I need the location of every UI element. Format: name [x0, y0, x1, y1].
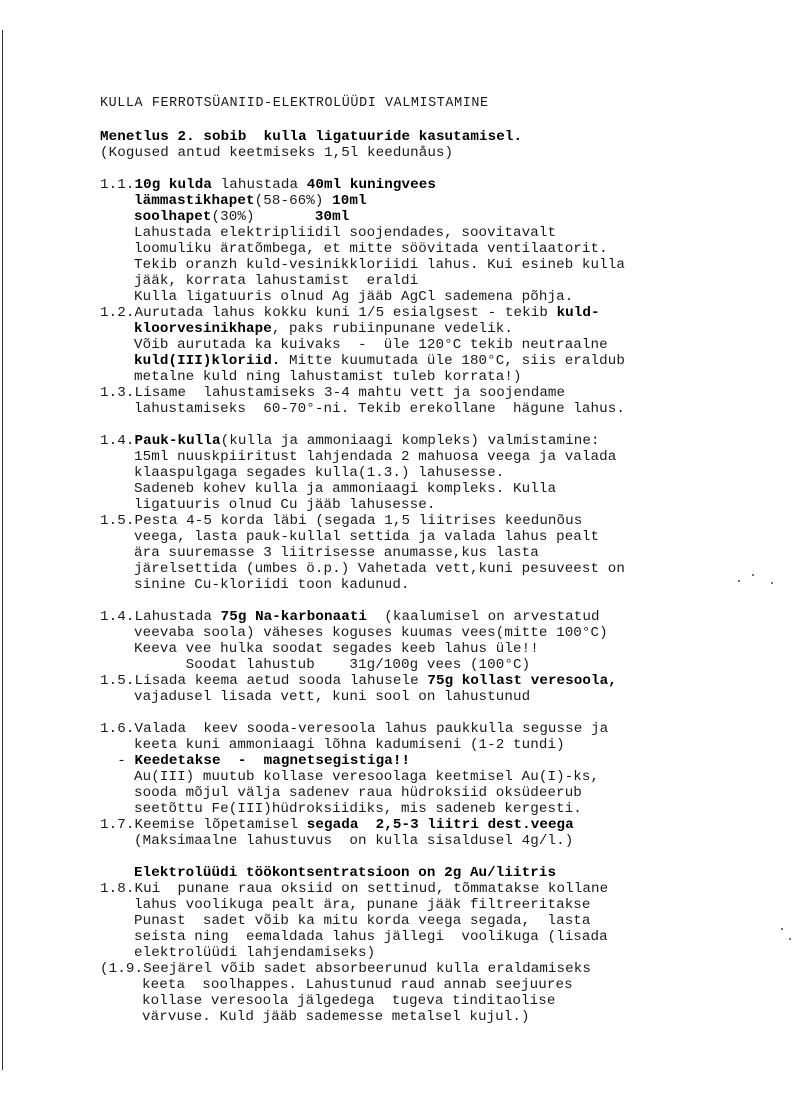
step-1-5a-line-4: järelsettida (umbes ö.p.) Vahetada vett,kuni pesuveest on [134, 561, 625, 577]
scan-speck [781, 928, 783, 930]
text-run-bold: kuld(III)kloriid. [134, 353, 281, 369]
step-1-1-line-6: Tekib oranzh kuld-vesinikkloriidi lahus. Kui esineb kulla [134, 257, 625, 273]
step-1-4a-line-1 [100, 433, 600, 449]
step-1-3-line-1 [100, 385, 565, 401]
step-1-4a-line-5: ligatuuris olnud Cu jääb lahusesse. [134, 497, 436, 513]
text-run: Lahustada [134, 609, 221, 625]
step-1-1-line-8: Kulla ligatuuris olnud Ag jääb AgCl sademena põhja. [134, 289, 574, 305]
step-1-5b-line-2: vajadusel lisada vett, kuni sool on lahustunud [134, 689, 531, 705]
step-1-1-line-4: Lahustada elektripliidil soojendades, soovitavalt [134, 225, 557, 241]
text-run: Aurutada lahus kokku kuni 1/5 esialgsest - tekib [134, 305, 557, 321]
step-1-2-line-5: metalne kuld ning lahustamist tuleb korrata!) [134, 369, 522, 385]
step-number: (1.9. [100, 961, 144, 977]
text-run-bold: 75g kollast veresoola, [427, 673, 617, 689]
method-subheading: (Kogused antud keetmiseks 1,5l keedunåus) [100, 145, 454, 161]
step-number: 1.3. [100, 385, 135, 401]
step-1-4b-line-3: Keeva vee hulka soodat segades keeb lahus üle!! [134, 641, 539, 657]
text-run: , paks rubiinpunane vedelik. [271, 321, 514, 337]
text-run: Valada keev sooda-veresoola lahus paukkulla segusse ja [134, 721, 609, 737]
text-run: Lisada keema aetud sooda lahusele [134, 673, 428, 689]
step-1-4b-line-4: Soodat lahustub 31g/100g vees (100°C) [134, 657, 531, 673]
step-1-2-line-3: Võib aurutada ka kuivaks - üle 120°C tekib neutraalne [134, 337, 608, 353]
step-1-9-line-2: keeta soolhappes. Lahustunud raud annab seejuures [142, 977, 573, 993]
step-number: 1.2. [100, 305, 135, 321]
step-number: 1.5. [100, 673, 135, 689]
step-number: 1.5. [100, 513, 135, 529]
step-number: 1.6. [100, 721, 135, 737]
step-1-7-line-1 [100, 817, 574, 833]
text-run-bold: Keedetakse - magnetsegistiga!! [134, 753, 411, 769]
step-1-7-line-2: (Maksimaalne lahustuvus on kulla sisaldusel 4g/l.) [134, 833, 574, 849]
text-run: Mitte kuumutada üle 180°C, siis eraldub [280, 353, 625, 369]
step-1-4a-line-2: 15ml nuuskpiiritust lahjendada 2 mahuosa veega ja valada [134, 449, 617, 465]
text-run-bold: kloorvesinikhape [134, 321, 272, 337]
step-1-8-line-3: Punast sadet võib ka mitu korda veega segada, lasta [134, 913, 591, 929]
gold-amount: 10g kulda [134, 177, 212, 193]
step-1-6-line-2: keeta kuni ammoniaagi lõhna kadumiseni (1-2 tundi) [134, 737, 565, 753]
step-number: 1.4. [100, 609, 135, 625]
step-1-4b-line-2: veevaba soola) väheses koguses kuumas vees(mitte 100°C) [134, 625, 608, 641]
text-run: Pesta 4-5 korda läbi (segada 1,5 liitrises keedunõus [134, 513, 583, 529]
step-1-2-line-2 [134, 321, 513, 337]
reagent-amount: 10ml [332, 193, 367, 209]
text-run: Keemise lõpetamisel [134, 817, 307, 833]
text-run: lahustada [212, 177, 307, 193]
step-number: 1.4. [100, 433, 135, 449]
text-run: (kulla ja ammoniaagi kompleks) valmistamine: [220, 433, 600, 449]
text-run: Kui punane raua oksiid on settinud, tõmmatakse kollane [134, 881, 609, 897]
step-1-1-line-7: jääk, korrata lahustamist eraldi [134, 273, 419, 289]
scan-speck [738, 580, 740, 582]
text-run-bold: Pauk-kulla [134, 433, 221, 449]
step-1-4a-line-3: klaaspulgaga segades kulla(1.3.) lahusesse. [134, 465, 505, 481]
step-1-8-line-5: elektrolüüdi lahjendamiseks) [134, 945, 376, 961]
text-run-bold: segada 2,5-3 liitri dest.veega [306, 817, 574, 833]
step-1-1-line-2 [134, 193, 367, 209]
step-1-9-line-4: värvuse. Kuld jääb sademesse metalsel kujul.) [142, 1009, 530, 1025]
reagent-amount: 30ml [314, 209, 350, 225]
text-run-bold: kuld- [556, 305, 600, 321]
document-title: KULLA FERROTSÜANIID-ELEKTROLÜÜDI VALMISTAMINE [100, 96, 489, 111]
text-run: - [100, 753, 135, 769]
scan-speck [789, 938, 791, 940]
step-1-9-line-3: kollase veresoola jälgedega tugeva tinditaolise [142, 993, 556, 1009]
step-1-1-line-5: loomuliku äratõmbega, et mitte söövitada ventilaatorit. [134, 241, 608, 257]
step-number: 1.8. [100, 881, 135, 897]
text-run: Seejärel võib sadet absorbeerunud kulla eraldamiseks [143, 961, 591, 977]
step-1-5a-line-2: veega, lasta pauk-kullal settida ja valada lahus pealt [134, 529, 600, 545]
step-number: 1.7. [100, 817, 135, 833]
step-1-6-line-1 [100, 721, 608, 737]
step-1-1-line-3 [134, 209, 349, 225]
step-1-1-line-1 [100, 177, 436, 193]
step-1-2-line-1 [100, 305, 600, 321]
step-1-5a-line-3: ära suuremasse 3 liitrisesse anumasse,kus lasta [134, 545, 539, 561]
aqua-regia-amount: 40ml kuningvees [306, 177, 436, 193]
text-run: (58-66%) [254, 193, 333, 209]
step-1-6-line-3 [100, 753, 410, 769]
step-1-5a-line-5: sinine Cu-kloriidi toon kadunud. [134, 577, 410, 593]
step-1-6-line-5: sooda mõjul välja sadenev raua hüdroksiid oksüdeerub [134, 785, 582, 801]
scan-speck [771, 582, 773, 584]
text-run: (kaalumisel on arvestatud [367, 609, 600, 625]
step-1-8-line-4: seista ning eemaldada lahus jällegi voolikuga (lisada [134, 929, 608, 945]
reagent-name: lämmastikhapet [134, 193, 255, 209]
step-1-6-line-4: Au(III) muutub kollase veresoolaga keetmisel Au(I)-ks, [134, 769, 600, 785]
step-number: 1.1. [100, 177, 135, 193]
step-1-4b-line-1 [100, 609, 600, 625]
scan-edge-line [2, 30, 3, 1070]
scan-speck [752, 574, 754, 576]
step-1-6-line-6: seetõttu Fe(III)hüdroksiidiks, mis sadeneb kergesti. [134, 801, 582, 817]
text-run: Lisame lahustamiseks 3-4 mahtu vett ja soojendame [134, 385, 566, 401]
step-1-9-line-1 [100, 961, 591, 977]
method-heading: Menetlus 2. sobib kulla ligatuuride kasutamisel. [100, 129, 523, 145]
step-1-2-line-4 [134, 353, 625, 369]
step-1-8-line-1 [100, 881, 608, 897]
step-1-4a-line-4: Sadeneb kohev kulla ja ammoniaagi kompleks. Kulla [134, 481, 557, 497]
reagent-name: soolhapet [134, 209, 212, 225]
electrolyte-heading: Elektrolüüdi töökontsentratsioon on 2g Au/liitris [134, 865, 557, 881]
text-run-bold: 75g Na-karbonaati [220, 609, 368, 625]
step-1-8-line-2: lahus voolikuga pealt ära, punane jääk filtreeritakse [134, 897, 591, 913]
text-run: (30%) [211, 209, 315, 225]
step-1-3-line-2: lahustamiseks 60-70°-ni. Tekib erekollane hägune lahus. [134, 401, 625, 417]
step-1-5a-line-1 [100, 513, 582, 529]
step-1-5b-line-1 [100, 673, 617, 689]
